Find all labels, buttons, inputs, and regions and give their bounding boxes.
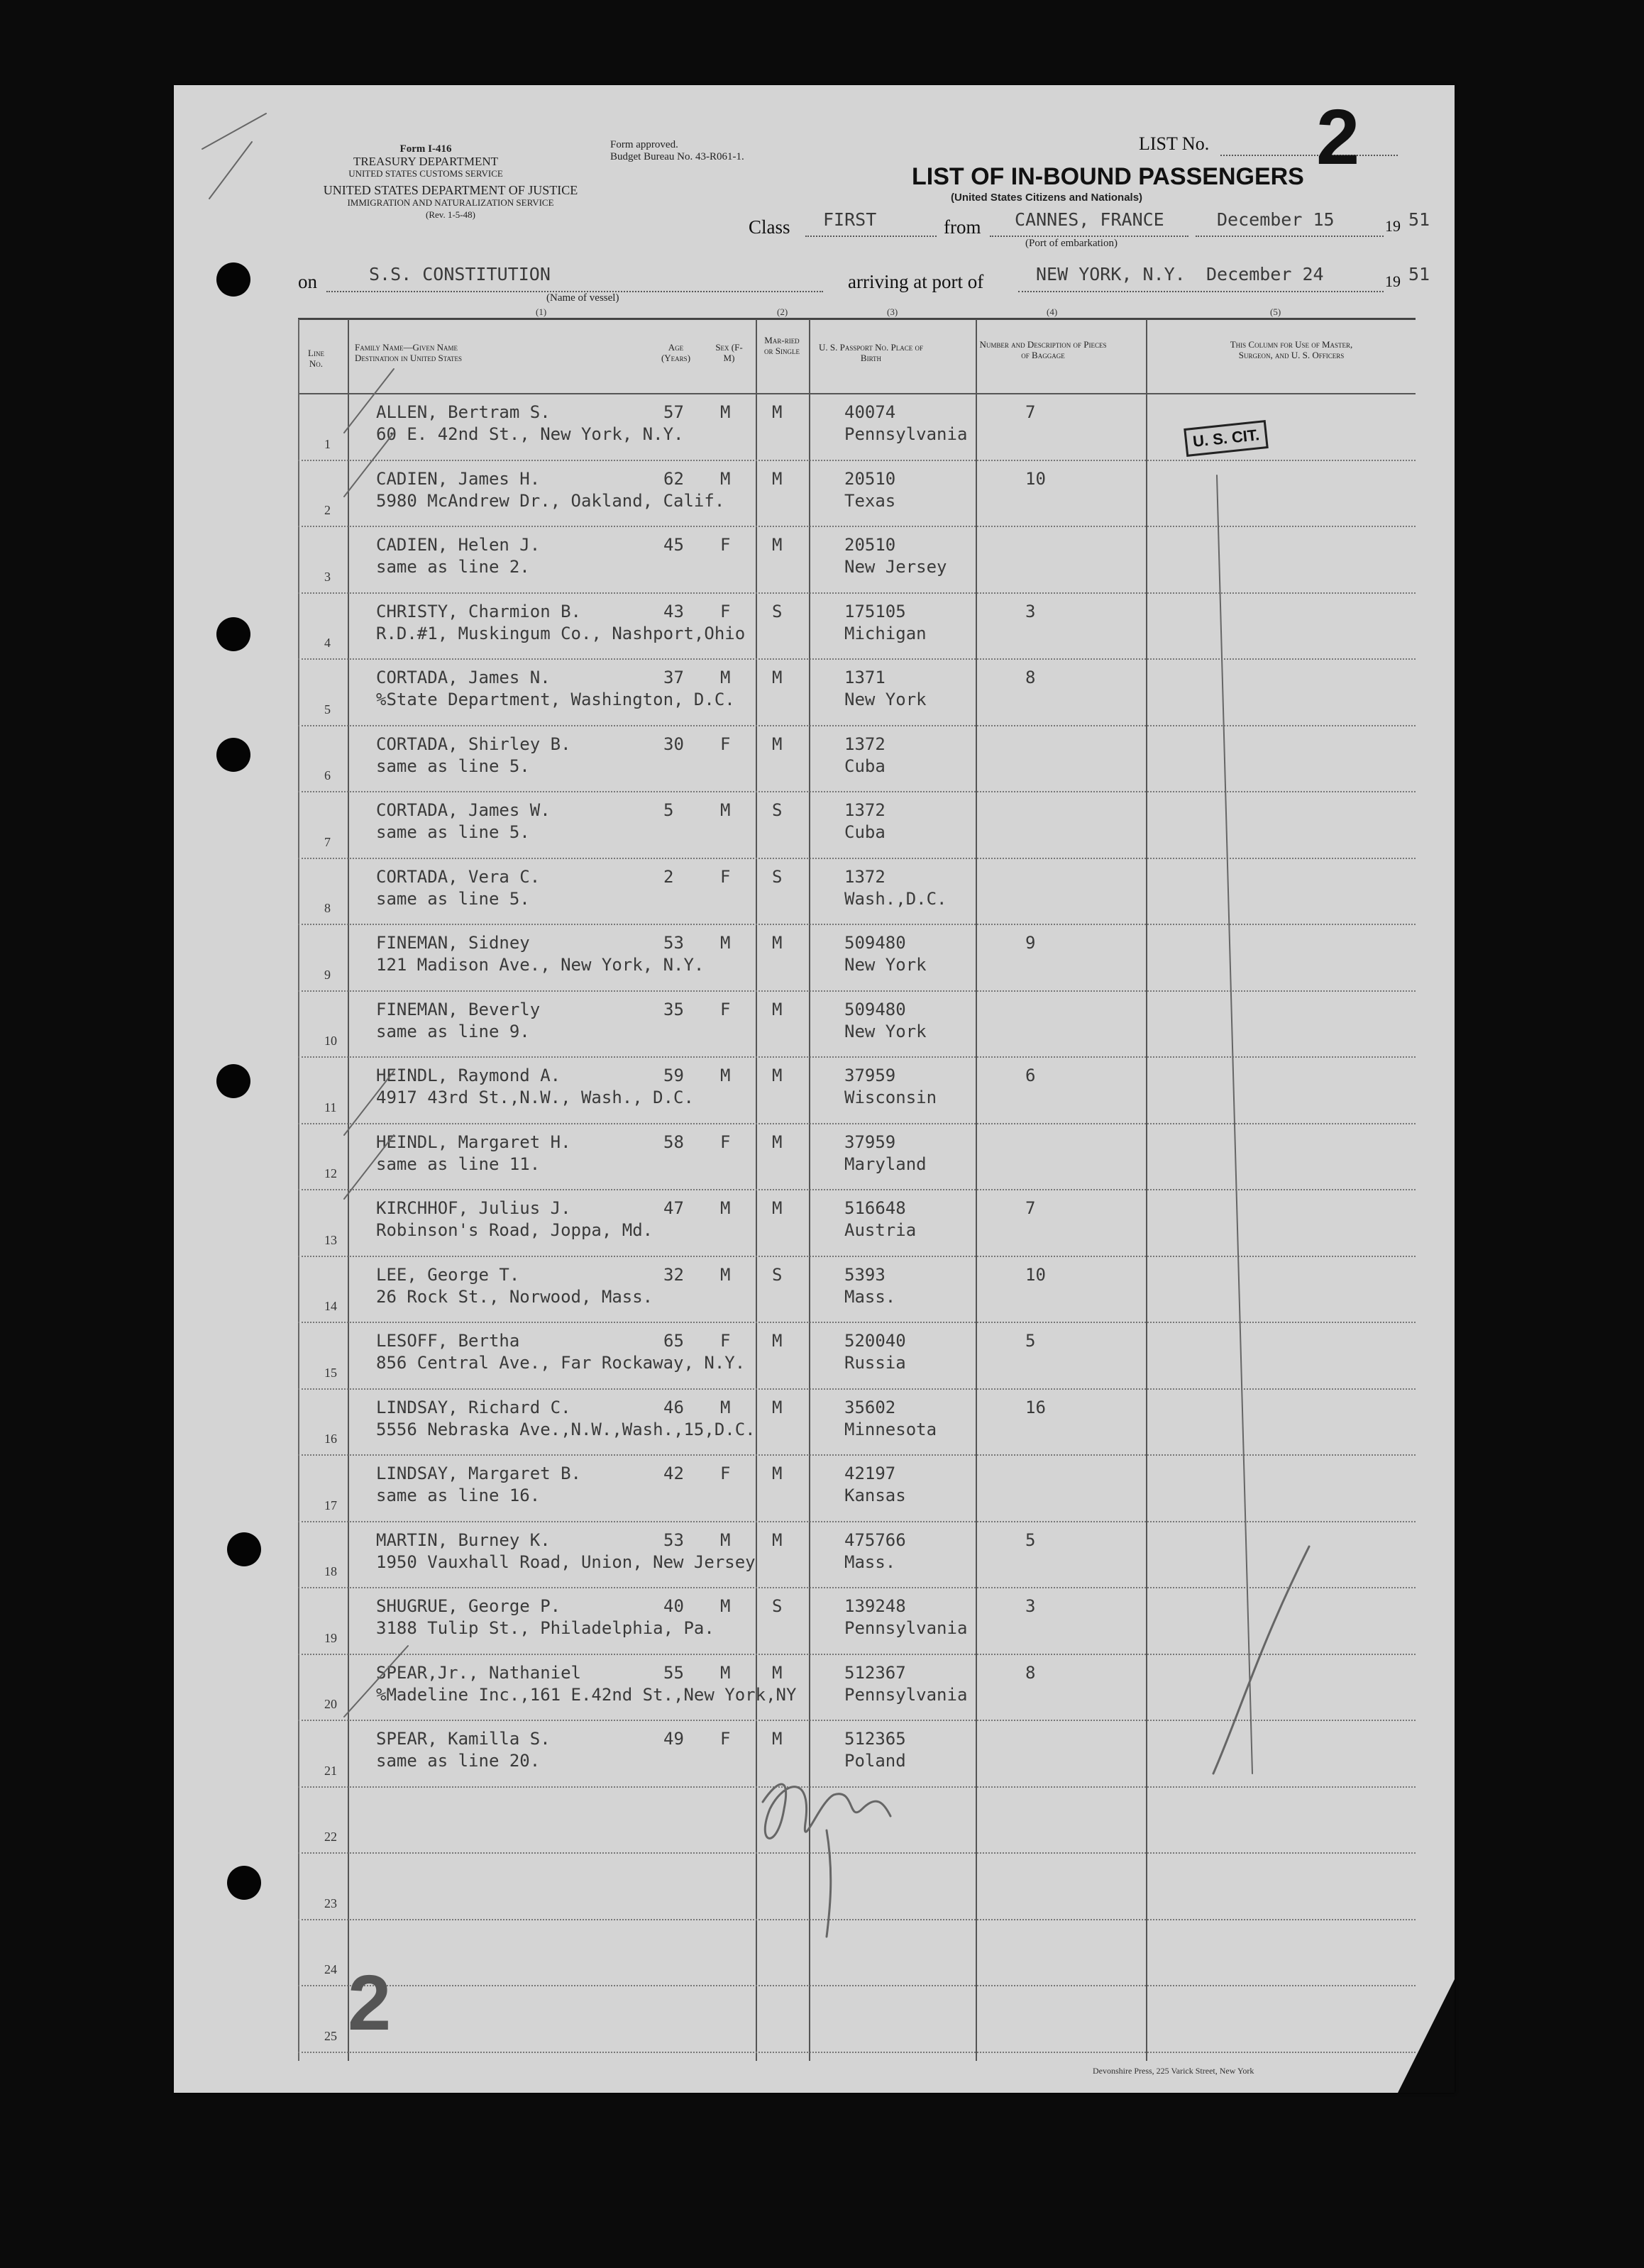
place-of-birth: Michigan — [844, 623, 927, 643]
list-no-label: LIST No. — [1139, 133, 1210, 154]
destination: 26 Rock St., Norwood, Mass. — [376, 1286, 653, 1307]
passport-no: 520040 — [844, 1331, 906, 1351]
passenger-name: LINDSAY, Richard C. — [376, 1397, 571, 1417]
place-of-birth: Pennsylvania — [844, 1618, 968, 1638]
col-header-age: Age (Years) — [661, 342, 691, 363]
baggage-count: 3 — [1025, 1596, 1036, 1616]
us-citizen-stamp: U. S. CIT. — [1184, 420, 1269, 457]
destination: 1950 Vauxhall Road, Union, New Jersey — [376, 1551, 756, 1572]
marital-status: M — [772, 999, 783, 1019]
sex: M — [720, 1066, 731, 1085]
passenger-name: LESOFF, Bertha — [376, 1331, 520, 1351]
manifest-page — [174, 85, 1455, 2093]
place-of-birth: Mass. — [844, 1551, 896, 1572]
baggage-count: 7 — [1025, 1198, 1036, 1218]
revision: (Rev. 1-5-48) — [426, 209, 475, 220]
baggage-count: 8 — [1025, 1662, 1036, 1683]
age: 42 — [663, 1464, 684, 1483]
folded-corner — [1398, 1979, 1455, 2093]
page-title: LIST OF IN-BOUND PASSENGERS — [912, 163, 1304, 190]
place-of-birth: Cuba — [844, 756, 886, 776]
sex: M — [720, 402, 731, 422]
sex: F — [720, 734, 731, 754]
marital-status: M — [772, 668, 783, 687]
place-of-birth: Wisconsin — [844, 1088, 937, 1107]
place-of-birth: Minnesota — [844, 1419, 937, 1439]
destination: %State Department, Washington, D.C. — [376, 690, 735, 709]
destination: same as line 5. — [376, 888, 530, 909]
passport-no: 20510 — [844, 468, 896, 489]
place-of-birth: New York — [844, 690, 927, 709]
sex: F — [720, 999, 731, 1019]
destination: same as line 9. — [376, 1021, 530, 1041]
col-header-sex: Sex (F-M) — [715, 342, 743, 363]
passenger-name: HEINDL, Margaret H. — [376, 1132, 571, 1152]
sex: M — [720, 933, 731, 953]
line-number: 14 — [324, 1299, 337, 1313]
line-number: 22 — [324, 1830, 337, 1844]
line-number: 19 — [324, 1630, 337, 1645]
place-of-birth: Pennsylvania — [844, 424, 968, 444]
place-of-birth: Russia — [844, 1353, 906, 1373]
pencil-tick — [344, 1646, 408, 1717]
arrival-port: NEW YORK, N.Y. — [1036, 264, 1186, 284]
destination: 5980 McAndrew Dr., Oakland, Calif. — [376, 490, 725, 511]
form-approved: Form approved. — [610, 139, 678, 150]
age: 2 — [663, 866, 674, 887]
date1-value: December 15 — [1217, 209, 1335, 230]
year1-prefix: 19 — [1385, 217, 1401, 235]
place-of-birth: New Jersey — [844, 557, 947, 577]
destination: Robinson's Road, Joppa, Md. — [376, 1220, 653, 1240]
line-number: 2 — [324, 503, 331, 517]
year2-prefix: 19 — [1385, 272, 1401, 290]
passenger-name: MARTIN, Burney K. — [376, 1529, 551, 1550]
destination: 5556 Nebraska Ave.,N.W.,Wash.,15,D.C. — [376, 1419, 756, 1439]
class-label: Class — [749, 216, 790, 238]
printer-footer: Devonshire Press, 225 Varick Street, New York — [1093, 2066, 1254, 2076]
passport-no: 509480 — [844, 933, 906, 953]
destination: same as line 16. — [376, 1486, 541, 1505]
place-of-birth: Texas — [844, 490, 896, 511]
destination: 60 E. 42nd St., New York, N.Y. — [376, 424, 684, 444]
marital-status: M — [772, 1464, 783, 1483]
line-number: 20 — [324, 1697, 337, 1711]
sex: F — [720, 866, 731, 887]
age: 5 — [663, 800, 674, 820]
age: 58 — [663, 1132, 684, 1152]
line-number: 12 — [324, 1166, 337, 1180]
baggage-count: 9 — [1025, 933, 1036, 953]
pencil-tick — [344, 1135, 394, 1199]
marital-status: S — [772, 1596, 783, 1616]
baggage-count: 5 — [1025, 1331, 1036, 1351]
place-of-birth: Wash.,D.C. — [844, 888, 947, 909]
place-of-birth: New York — [844, 955, 927, 975]
sex: F — [720, 601, 731, 621]
marital-status: S — [772, 1264, 783, 1285]
passenger-name: CHRISTY, Charmion B. — [376, 601, 581, 621]
passenger-name: CORTADA, James W. — [376, 800, 551, 820]
passenger-name: SPEAR,Jr., Nathaniel — [376, 1662, 581, 1683]
marital-status: S — [772, 800, 783, 820]
sex: M — [720, 800, 731, 820]
passenger-name: CORTADA, Shirley B. — [376, 734, 571, 754]
col-header-married: Mar-ried or Single — [764, 335, 800, 356]
passport-no: 5393 — [844, 1264, 886, 1285]
pencil-tick — [344, 369, 394, 433]
destination: R.D.#1, Muskingum Co., Nashport,Ohio — [376, 623, 746, 643]
age: 65 — [663, 1331, 684, 1351]
line-number: 7 — [324, 834, 331, 849]
line-number: 24 — [324, 1962, 337, 1976]
age: 49 — [663, 1729, 684, 1749]
marital-status: M — [772, 1662, 783, 1683]
line-number: 25 — [324, 2028, 337, 2043]
destination: 3188 Tulip St., Philadelphia, Pa. — [376, 1618, 715, 1638]
place-of-birth: Pennsylvania — [844, 1684, 968, 1705]
ins-service: IMMIGRATION AND NATURALIZATION SERVICE — [347, 197, 554, 208]
baggage-count: 16 — [1025, 1397, 1046, 1417]
signature — [763, 1784, 890, 1937]
destination: same as line 11. — [376, 1154, 541, 1174]
age: 35 — [663, 999, 684, 1019]
page-subtitle: (United States Citizens and Nationals) — [951, 192, 1143, 204]
class-value: FIRST — [823, 209, 877, 230]
age: 40 — [663, 1596, 684, 1616]
age: 46 — [663, 1397, 684, 1417]
baggage-count: 8 — [1025, 668, 1036, 687]
pencil-tick — [344, 433, 394, 497]
passenger-name: CADIEN, Helen J. — [376, 535, 541, 555]
col-header-line-no: Line No. — [308, 348, 324, 369]
passenger-name: FINEMAN, Sidney — [376, 933, 530, 953]
age: 62 — [663, 468, 684, 489]
age: 57 — [663, 402, 684, 422]
line-number: 5 — [324, 702, 331, 717]
line-number: 6 — [324, 768, 331, 782]
sex: M — [720, 668, 731, 687]
line-number: 8 — [324, 901, 331, 915]
line-number: 17 — [324, 1498, 337, 1512]
passenger-name: ALLEN, Bertram S. — [376, 402, 551, 422]
sex: M — [720, 1198, 731, 1218]
marital-status: M — [772, 1132, 783, 1152]
vessel-note: (Name of vessel) — [546, 292, 619, 304]
passenger-name: SHUGRUE, George P. — [376, 1596, 561, 1616]
justice-dept: UNITED STATES DEPARTMENT OF JUSTICE — [323, 183, 578, 197]
year2-value: 51 — [1408, 264, 1430, 284]
marital-status: S — [772, 866, 783, 887]
budget-bureau: Budget Bureau No. 43-R061-1. — [610, 151, 744, 162]
passenger-name: SPEAR, Kamilla S. — [376, 1729, 551, 1749]
destination: 856 Central Ave., Far Rockaway, N.Y. — [376, 1353, 746, 1373]
age: 53 — [663, 1529, 684, 1550]
year1-value: 51 — [1408, 209, 1430, 230]
destination: same as line 5. — [376, 822, 530, 842]
sex: F — [720, 1464, 731, 1483]
baggage-count: 5 — [1025, 1529, 1036, 1550]
destination: same as line 5. — [376, 756, 530, 776]
place-of-birth: Kansas — [844, 1486, 906, 1505]
on-label: on — [298, 271, 317, 292]
passport-no: 1372 — [844, 800, 886, 820]
baggage-count: 10 — [1025, 1264, 1046, 1285]
marital-status: M — [772, 402, 783, 422]
line-number: 21 — [324, 1763, 337, 1778]
marital-status: M — [772, 535, 783, 555]
age: 32 — [663, 1264, 684, 1285]
passport-no: 512365 — [844, 1729, 906, 1749]
sex: M — [720, 468, 731, 489]
passport-no: 40074 — [844, 402, 896, 422]
embark-note: (Port of embarkation) — [1025, 238, 1118, 249]
col-header-officers: This Column for Use of Master, Surgeon, and U. S. Officers — [1230, 339, 1353, 360]
marital-status: M — [772, 1198, 783, 1218]
line-number: 13 — [324, 1232, 337, 1247]
passport-no: 512367 — [844, 1662, 906, 1683]
line-number: 15 — [324, 1365, 337, 1380]
age: 53 — [663, 933, 684, 953]
passenger-name: CORTADA, James N. — [376, 668, 551, 687]
line-number: 16 — [324, 1432, 337, 1446]
passenger-name: LEE, George T. — [376, 1264, 520, 1285]
treasury-dept: TREASURY DEPARTMENT — [353, 155, 499, 168]
line-number: 18 — [324, 1564, 337, 1578]
destination: 121 Madison Ave., New York, N.Y. — [376, 955, 705, 975]
passenger-name: FINEMAN, Beverly — [376, 999, 541, 1019]
passport-no: 516648 — [844, 1198, 906, 1218]
passenger-name: CORTADA, Vera C. — [376, 866, 541, 887]
passenger-name: CADIEN, James H. — [376, 468, 541, 489]
baggage-count: 10 — [1025, 468, 1046, 489]
colnum-5: (5) — [1270, 306, 1281, 317]
sex: F — [720, 1729, 731, 1749]
passport-no: 37959 — [844, 1132, 896, 1152]
customs-service: UNITED STATES CUSTOMS SERVICE — [348, 168, 503, 179]
marital-status: M — [772, 734, 783, 754]
marital-status: M — [772, 1066, 783, 1085]
baggage-count: 6 — [1025, 1066, 1036, 1085]
passport-no: 139248 — [844, 1596, 906, 1616]
passport-no: 1372 — [844, 734, 886, 754]
age: 45 — [663, 535, 684, 555]
age: 55 — [663, 1662, 684, 1683]
line-number: 1 — [324, 436, 331, 451]
passport-no: 475766 — [844, 1529, 906, 1550]
line-number: 3 — [324, 569, 331, 584]
place-of-birth: Maryland — [844, 1154, 927, 1174]
passenger-name: HEINDL, Raymond A. — [376, 1066, 561, 1085]
line-number: 11 — [324, 1100, 337, 1114]
destination: same as line 2. — [376, 557, 530, 577]
col-header-baggage: Number and Description of Pieces of Baggage — [979, 339, 1107, 360]
age: 43 — [663, 601, 684, 621]
line-number: 23 — [324, 1896, 337, 1910]
passport-no: 42197 — [844, 1464, 896, 1483]
line-number: 9 — [324, 967, 331, 982]
arriving-label: arriving at port of — [848, 271, 984, 292]
list-no-value: 2 — [1316, 94, 1360, 181]
date2-value: December 24 — [1206, 264, 1324, 284]
sex: M — [720, 1662, 731, 1683]
passport-no: 1372 — [844, 866, 886, 887]
from-label: from — [944, 216, 981, 238]
col-header-name: Family Name—Given Name Destination in United States — [355, 342, 463, 363]
sex: M — [720, 1529, 731, 1550]
passport-no: 37959 — [844, 1066, 896, 1085]
place-of-birth: Mass. — [844, 1286, 896, 1307]
marital-status: M — [772, 1529, 783, 1550]
passport-no: 1371 — [844, 668, 886, 687]
passenger-name: KIRCHHOF, Julius J. — [376, 1198, 571, 1218]
age: 59 — [663, 1066, 684, 1085]
place-of-birth: Cuba — [844, 822, 886, 842]
place-of-birth: Austria — [844, 1220, 917, 1240]
colnum-1: (1) — [536, 306, 547, 317]
form-number: Form I-416 — [399, 143, 452, 155]
sex: M — [720, 1264, 731, 1285]
sex: F — [720, 535, 731, 555]
passenger-name: LINDSAY, Margaret B. — [376, 1464, 581, 1483]
line-number: 10 — [324, 1034, 337, 1048]
destination: 4917 43rd St.,N.W., Wash., D.C. — [376, 1088, 694, 1107]
sex: F — [720, 1132, 731, 1152]
col-header-passport: U. S. Passport No. Place of Birth — [819, 342, 923, 363]
age: 47 — [663, 1198, 684, 1218]
passport-no: 20510 — [844, 535, 896, 555]
colnum-3: (3) — [887, 306, 898, 317]
passport-no: 175105 — [844, 601, 906, 621]
check-mark — [1213, 1547, 1309, 1774]
colnum-2: (2) — [777, 306, 788, 317]
age: 30 — [663, 734, 684, 754]
age: 37 — [663, 668, 684, 687]
marital-status: M — [772, 1397, 783, 1417]
pencil-tick — [344, 1071, 394, 1135]
passport-no: 509480 — [844, 999, 906, 1019]
marital-status: M — [772, 1729, 783, 1749]
marital-status: M — [772, 1331, 783, 1351]
colnum-4: (4) — [1047, 306, 1058, 317]
baggage-count: 7 — [1025, 402, 1036, 422]
marital-status: S — [772, 601, 783, 621]
passport-no: 35602 — [844, 1397, 896, 1417]
sex: F — [720, 1331, 731, 1351]
line-number: 4 — [324, 636, 331, 650]
vessel-value: S.S. CONSTITUTION — [369, 264, 551, 284]
vertical-pencil-line — [1217, 475, 1252, 1774]
destination: same as line 20. — [376, 1751, 541, 1771]
page-mark: 2 — [348, 1959, 392, 2047]
from-value: CANNES, FRANCE — [1015, 209, 1164, 230]
sex: M — [720, 1596, 731, 1616]
corner-mark — [202, 114, 266, 199]
baggage-count: 3 — [1025, 601, 1036, 621]
sex: M — [720, 1397, 731, 1417]
destination: %Madeline Inc.,161 E.42nd St.,New York,NY — [376, 1684, 797, 1705]
marital-status: M — [772, 468, 783, 489]
place-of-birth: Poland — [844, 1751, 906, 1771]
place-of-birth: New York — [844, 1021, 927, 1041]
marital-status: M — [772, 933, 783, 953]
handwritten-marks — [174, 85, 1455, 2093]
